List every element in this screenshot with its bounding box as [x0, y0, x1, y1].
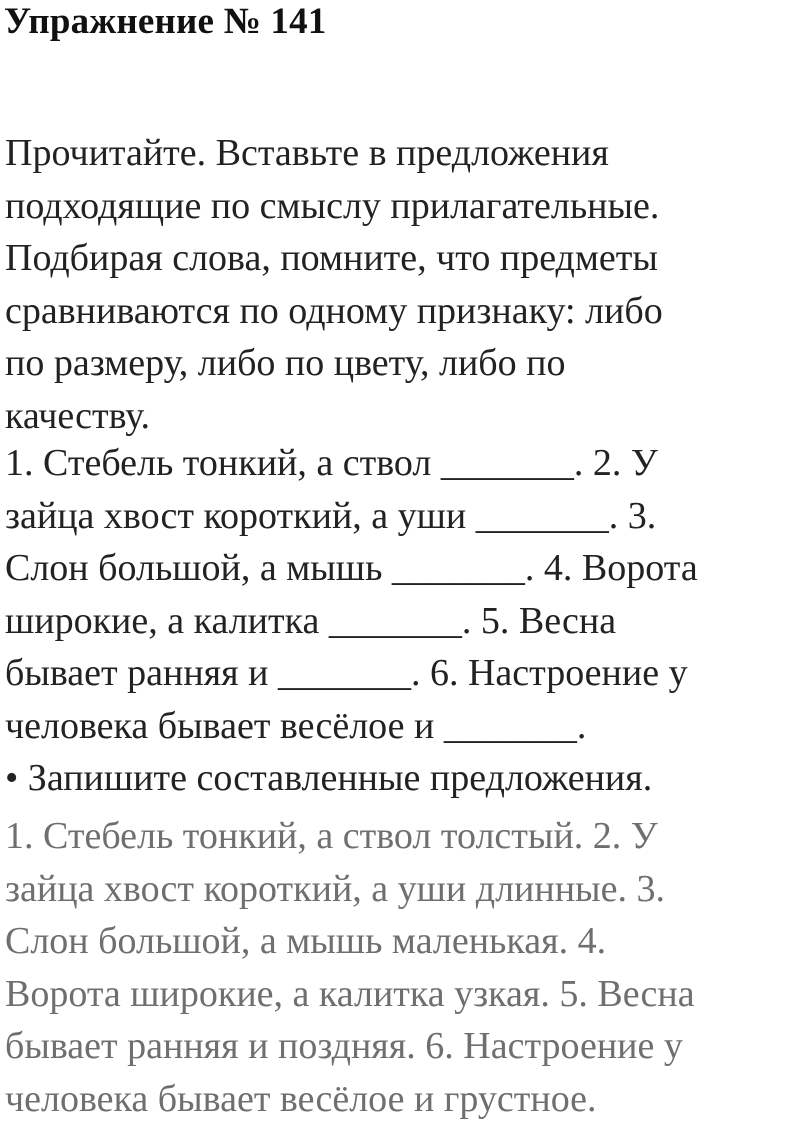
exercise-title: Упражнение № 141 [4, 0, 327, 44]
answer-line: Слон большой, а мышь маленькая. 4. [5, 915, 800, 968]
instruction-line: сравниваются по одному признаку: либо [5, 285, 800, 338]
exercise-paragraph [5, 437, 800, 752]
instruction-line: качеству. [5, 390, 800, 443]
task-bullet: • Запишите составленные предложения. [5, 752, 800, 804]
answer-line: зайца хвост короткий, а уши длинные. 3. [5, 863, 800, 916]
answer-paragraph [5, 810, 800, 1125]
answer-line: Ворота широкие, а калитка узкая. 5. Весна [5, 968, 800, 1021]
answer-line: бывает ранняя и поздняя. 6. Настроение у [5, 1020, 800, 1073]
exercise-line: бывает ранняя и _______. 6. Настроение у [5, 647, 800, 700]
exercise-line: зайца хвост короткий, а уши _______. 3. [5, 490, 800, 543]
instruction-line: подходящие по смыслу прилагательные. [5, 180, 800, 233]
exercise-line: 1. Стебель тонкий, а ствол _______. 2. У [5, 437, 800, 490]
answer-line: человека бывает весёлое и грустное. [5, 1073, 800, 1125]
instruction-line: Подбирая слова, помните, что предметы [5, 232, 800, 285]
instruction-paragraph [5, 127, 800, 442]
instruction-line: Прочитайте. Вставьте в предложения [5, 127, 800, 180]
exercise-line: Слон большой, а мышь _______. 4. Ворота [5, 542, 800, 595]
instruction-line: по размеру, либо по цвету, либо по [5, 337, 800, 390]
exercise-line: человека бывает весёлое и _______. [5, 700, 800, 753]
answer-line: 1. Стебель тонкий, а ствол толстый. 2. У [5, 810, 800, 863]
exercise-line: широкие, а калитка _______. 5. Весна [5, 595, 800, 648]
